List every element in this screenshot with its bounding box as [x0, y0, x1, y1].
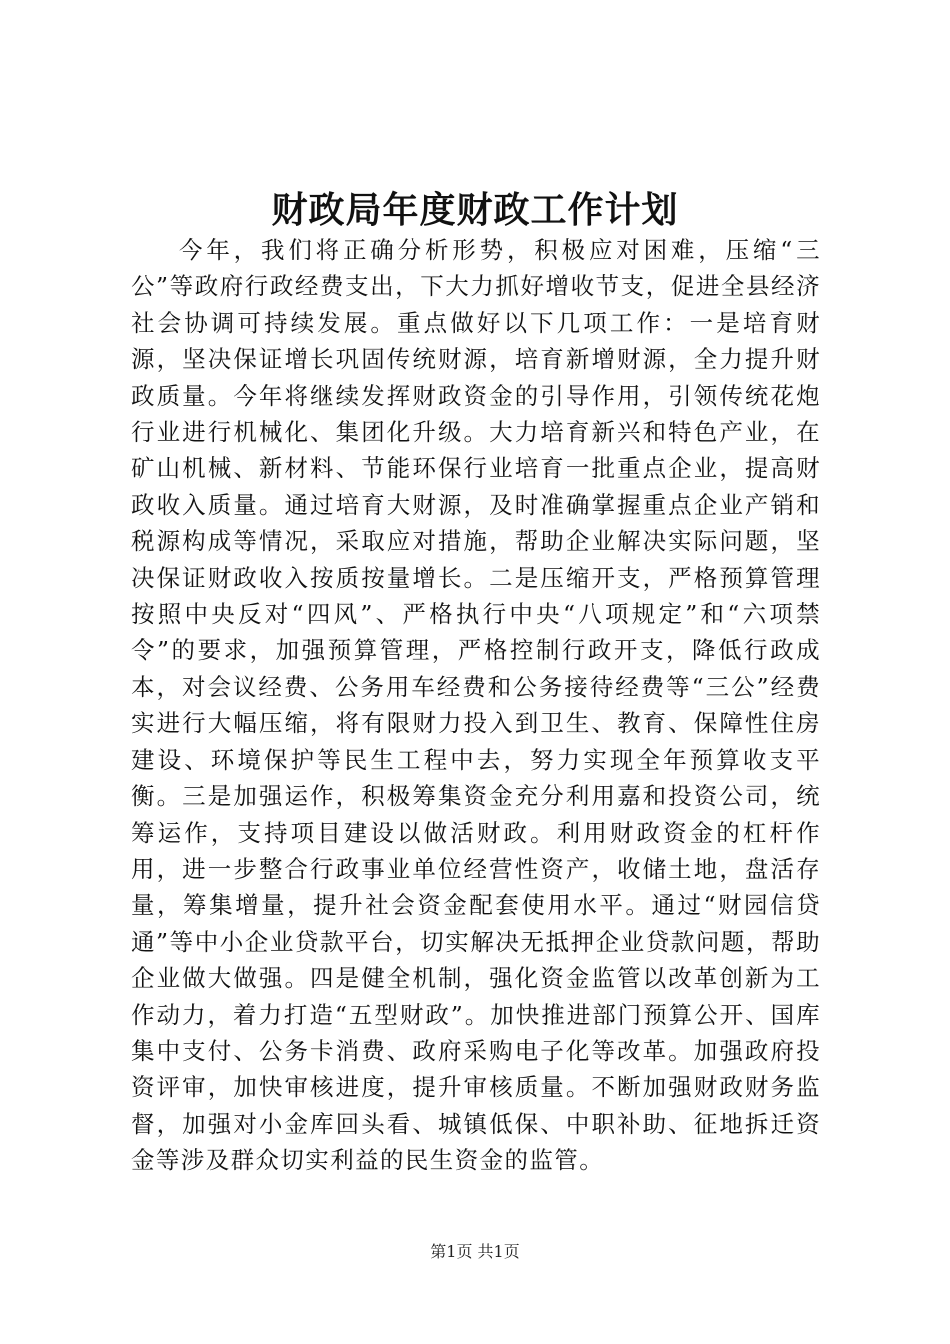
page-number-footer: 第1页 共1页	[430, 1242, 520, 1261]
document-body-paragraph: 今年，我们将正确分析形势，积极应对困难，压缩“三公”等政府行政经费支出，下大力抓好增收节支，促进全县经济社会协调可持续发展。重点做好以下几项工作：一是培育财源，坚决保证增长巩固传统财源，培育新增财源，全力提升财政质量。今年将继续发挥财政资金的引导作用，引领传统花炮行业进行机械化、集团化升级。大力培育新兴和特色产业，在矿山机械、新材料、节能环保行业培育一批重点企业，提高财政收入质量。通过培育大财源，及时准确掌握重点企业产销和税源构成等情况，采取应对措施，帮助企业解决实际问题，坚决保证财政收入按质按量增长。二是压缩开支，严格预算管理按照中央反对“四风”、严格执行中央“八项规定”和“六项禁令”的要求，加强预算管理，严格控制行政开支，降低行政成本，对会议经费、公务用车经费和公务接待经费等“三公”经费实进行大幅压缩，将有限财力投入到卫生、教育、保障性住房建设、环境保护等民生工程中去，努力实现全年预算收支平衡。三是加强运作，积极筹集资金充分利用嘉和投资公司，统筹运作，支持项目建设以做活财政。利用财政资金的杠杆作用，进一步整合行政事业单位经营性资产，收储土地，盘活存量，筹集增量，提升社会资金配套使用水平。通过“财园信贷通”等中小企业贷款平台，切实解决无抵押企业贷款问题，帮助企业做大做强。四是健全机制，强化资金监管以改革创新为工作动力，着力打造“五型财政”。加快推进部门预算公开、国库集中支付、公务卡消费、政府采购电子化等改革。加强政府投资评审，加快审核进度，提升审核质量。不断加强财政财务监督，加强对小金库回头看、城镇低保、中职补助、征地拆迁资金等涉及群众切实利益的民生资金的监管。	[131, 236, 821, 1175]
document-title: 财政局年度财政工作计划	[271, 189, 679, 231]
